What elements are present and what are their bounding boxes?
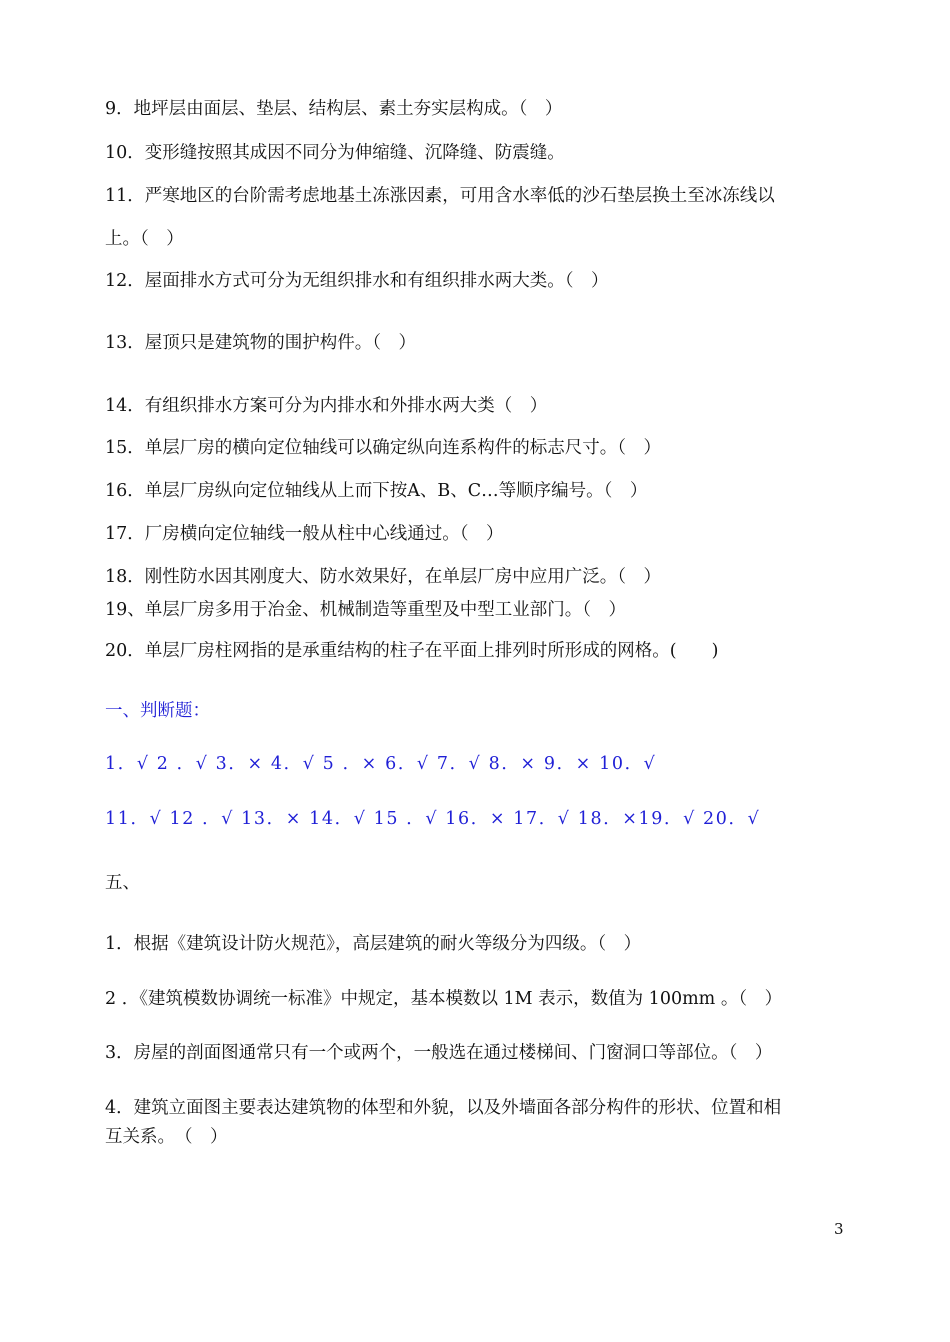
answer-row-2: 11．√ 12 ．√ 13．× 14．√ 15 ．√ 16．× 17．√ 18．×19．√ 20．√ (105, 809, 761, 829)
section-five-question-4-line-1: 4．建筑立面图主要表达建筑物的体型和外貌，以及外墙面各部分构件的形状、位置和相 (105, 1098, 782, 1118)
question-20: 20．单层厂房柱网指的是承重结构的柱子在平面上排列时所形成的网格。( ) (105, 641, 719, 661)
question-14: 14．有组织排水方案可分为内排水和外排水两大类（ ） (105, 396, 548, 416)
question-12: 12．屋面排水方式可分为无组织排水和有组织排水两大类。（ ） (105, 271, 609, 291)
page-number: 3 (834, 1220, 844, 1238)
question-11-line-1: 11．严寒地区的台阶需考虑地基土冻涨因素，可用含水率低的沙石垫层换土至冰冻线以 (105, 186, 775, 206)
section-five-question-4-line-2: 互关系。 （ ） (105, 1127, 228, 1147)
answer-heading: 一、判断题： (105, 701, 210, 721)
question-15: 15．单层厂房的横向定位轴线可以确定纵向连系构件的标志尺寸。（ ） (105, 438, 662, 458)
section-five-heading: 五、 (105, 873, 140, 893)
question-19: 19、单层厂房多用于冶金、机械制造等重型及中型工业部门。（ ） (105, 600, 627, 620)
section-five-question-2: 2 ．《建筑模数协调统一标准》中规定，基本模数以 1M 表示，数值为 100mm 。（ ） (105, 989, 783, 1009)
question-18: 18．刚性防水因其刚度大、防水效果好，在单层厂房中应用广泛。（ ） (105, 567, 662, 587)
answer-row-1: 1．√ 2 ．√ 3．× 4．√ 5 ．× 6．√ 7．√ 8．× 9．× 10．√ (105, 754, 657, 774)
question-16: 16．单层厂房纵向定位轴线从上而下按A、B、C…等顺序编号。（ ） (105, 481, 648, 501)
question-11-line-2: 上。（ ） (105, 229, 184, 249)
section-five-question-1: 1．根据《建筑设计防火规范》，高层建筑的耐火等级分为四级。（ ） (105, 934, 642, 954)
question-13: 13．屋顶只是建筑物的围护构件。（ ） (105, 333, 417, 353)
question-10: 10．变形缝按照其成因不同分为伸缩缝、沉降缝、防震缝。 (105, 143, 565, 163)
section-five-question-3: 3．房屋的剖面图通常只有一个或两个，一般选在通过楼梯间、门窗洞口等部位。（ ） (105, 1043, 773, 1063)
question-9: 9．地坪层由面层、垫层、结构层、素土夯实层构成。（ ） (105, 99, 563, 119)
question-17: 17．厂房横向定位轴线一般从柱中心线通过。（ ） (105, 524, 504, 544)
